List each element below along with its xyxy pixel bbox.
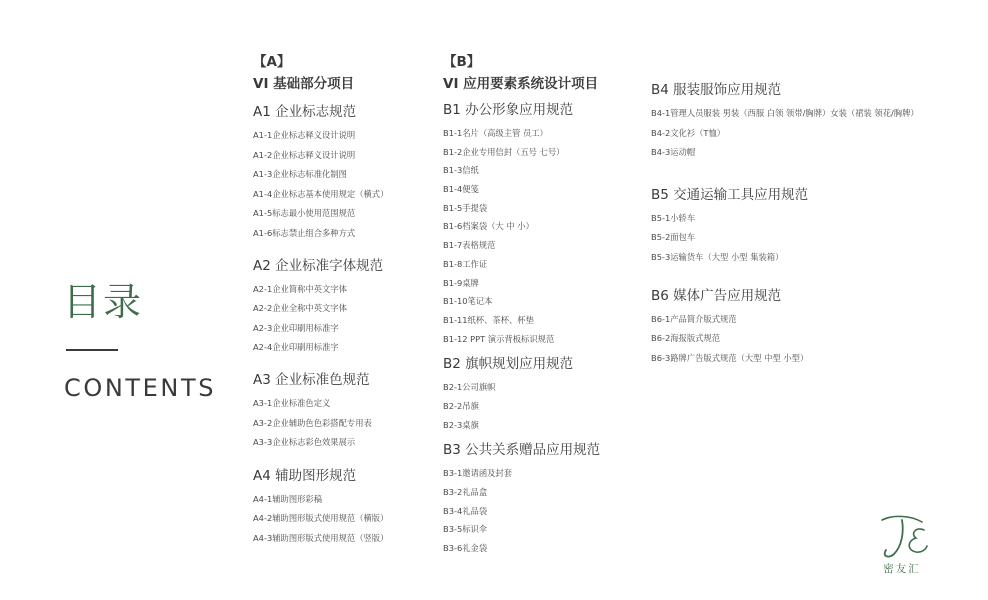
column-a [253, 52, 438, 549]
list-item: B3-1邀请函及封套 [443, 468, 513, 479]
list-item: B1-2企业专用信封（五号 七号） [443, 146, 565, 157]
section-title: A2 企业标准字体规范 [253, 257, 384, 274]
list-item: B1-11纸杯、茶杯、杯垫 [443, 314, 534, 325]
list-item: B1-6档案袋（大 中 小） [443, 221, 534, 232]
section-a3 [253, 370, 438, 453]
section-b3 [443, 440, 643, 557]
list-item: A2-2企业全称中英文字体 [253, 303, 347, 314]
section-a2 [253, 256, 438, 358]
list-item: B1-10笔记本 [443, 296, 493, 307]
column-b [443, 52, 643, 558]
section-title: B4 服装服饰应用规范 [651, 82, 782, 98]
part-a-bracket: 【A】 [253, 54, 291, 70]
list-item: B3-2礼品盒 [443, 487, 488, 497]
list-item: B2-2吊旗 [443, 400, 479, 411]
list-item: A2-1企业简称中英文字体 [253, 283, 347, 294]
list-item: B5-2面包车 [651, 232, 696, 243]
list-item: A1-5标志最小使用范围规范 [253, 208, 356, 219]
list-item: A1-4企业标志基本使用规定（横式） [253, 188, 389, 199]
part-b-title: VI 应用要素系统设计项目 [443, 76, 599, 92]
column-c [651, 80, 951, 368]
contents-title-cn: 目录 [63, 280, 144, 324]
list-item: B6-2海报版式规范 [651, 333, 721, 344]
section-b2 [443, 354, 643, 434]
list-item: A4-3辅助图形版式使用规范（竖版） [253, 532, 389, 543]
section-a4 [253, 466, 438, 549]
list-item: A4-2辅助图形版式使用规范（横版） [253, 513, 389, 524]
list-item: A3-3企业标志彩色效果展示 [253, 437, 356, 448]
list-item: B1-1名片（高级主管 员工） [443, 128, 548, 138]
list-item: A2-4企业印刷用标准字 [253, 342, 339, 353]
section-title: B2 旗帜规划应用规范 [443, 356, 574, 373]
list-item: B1-12 PPT 演示背板标识规范 [443, 333, 555, 344]
list-item: B4-1管理人员服装 男装（西服 白领 领带/胸牌）女装（裙装 领花/胸牌） [651, 108, 919, 118]
list-item: B1-3信纸 [443, 165, 479, 176]
list-item: B4-2文化衫（T恤） [651, 127, 726, 138]
section-title: A4 辅助图形规范 [253, 467, 357, 484]
list-item: B6-1产品简介版式规范 [651, 313, 737, 324]
brand-logo-text: 密友汇 [883, 563, 921, 575]
list-item: B3-6礼金袋 [443, 543, 488, 554]
part-a-title: VI 基础部分项目 [253, 76, 355, 92]
section-title: B1 办公形象应用规范 [443, 102, 574, 118]
section-b4 [651, 80, 951, 163]
list-item: B1-5手提袋 [443, 202, 488, 213]
list-item: B5-3运输货车（大型 小型 集装箱） [651, 251, 784, 262]
list-item: B4-3运动帽 [651, 147, 696, 158]
list-item: B2-3桌旗 [443, 419, 479, 430]
list-item: B1-7表格规范 [443, 240, 496, 251]
section-title: A3 企业标准色规范 [253, 371, 370, 388]
section-title: B6 媒体广告应用规范 [651, 287, 782, 304]
list-item: A1-6标志禁止组合多种方式 [253, 227, 356, 238]
list-item: B1-4便笺 [443, 184, 479, 195]
section-a1 [253, 102, 438, 244]
list-item: A3-1企业标准色定义 [253, 397, 331, 408]
list-item: A1-3企业标志标准化制图 [253, 169, 347, 180]
section-b5 [651, 185, 951, 268]
list-item: A1-2企业标志释义设计说明 [253, 149, 356, 160]
list-item: A3-2企业辅助色色彩搭配专用表 [253, 417, 372, 428]
list-item: B1-8工作证 [443, 258, 488, 269]
title-divider [66, 349, 118, 351]
list-item: A2-3企业印刷用标准字 [253, 322, 339, 333]
list-item: B5-1小轿车 [651, 212, 696, 223]
list-item: B3-5标识伞 [443, 524, 488, 535]
list-item: B2-1公司旗帜 [443, 382, 496, 393]
part-b-bracket: 【B】 [443, 54, 481, 70]
list-item: B6-3路牌广告版式规范（大型 中型 小型） [651, 352, 809, 363]
contents-title-en: CONTENTS [64, 374, 217, 402]
list-item: A4-1辅助图形彩稿 [253, 493, 323, 504]
list-item: B3-4礼品袋 [443, 505, 488, 516]
list-item: B1-9桌牌 [443, 277, 479, 288]
section-title: B3 公共关系赠品应用规范 [443, 442, 601, 459]
section-title: A1 企业标志规范 [253, 104, 357, 120]
section-b6 [651, 286, 951, 369]
section-b1 [443, 100, 643, 348]
list-item: A1-1企业标志释义设计说明 [253, 130, 356, 140]
section-title: B5 交通运输工具应用规范 [651, 186, 809, 203]
